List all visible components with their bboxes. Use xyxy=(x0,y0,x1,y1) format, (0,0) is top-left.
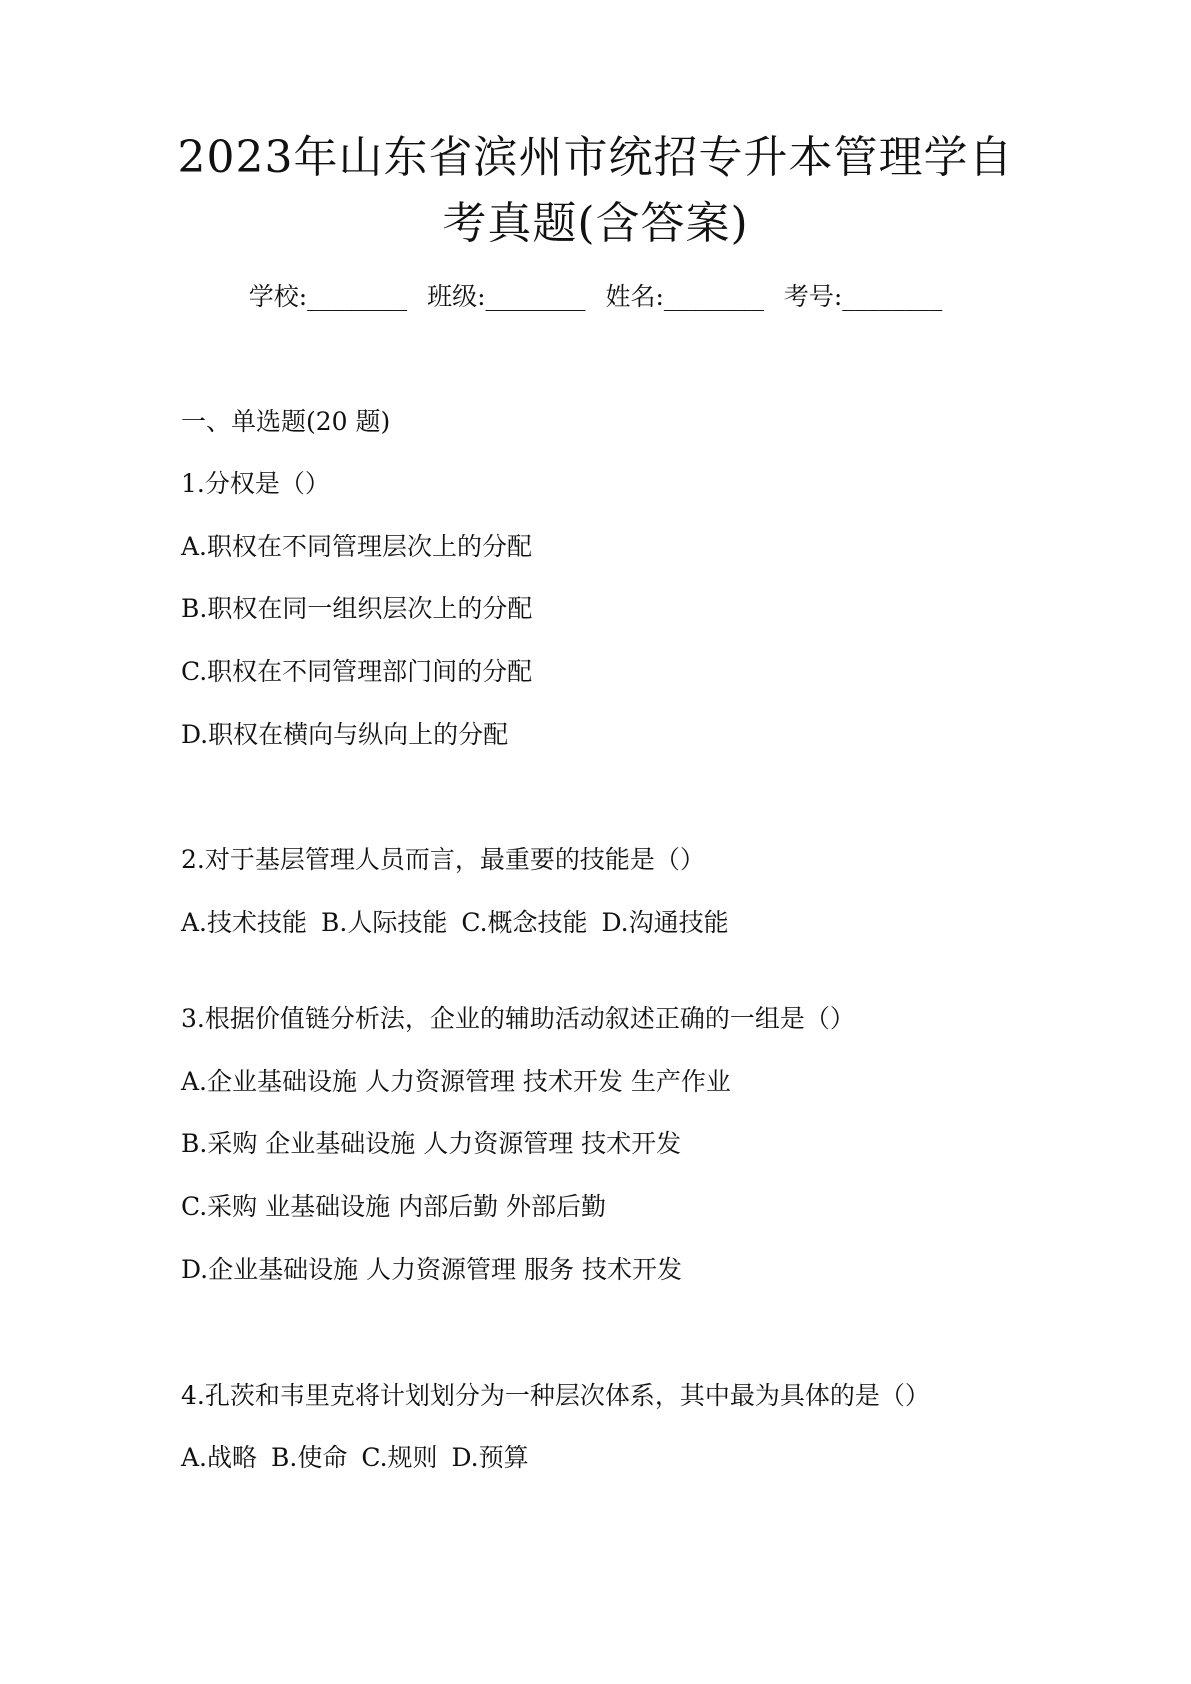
name-field: 姓名:________ xyxy=(605,282,764,311)
question-2-option-c: C.概念技能 xyxy=(461,908,588,937)
question-1-option-b: B.职权在同一组织层次上的分配 xyxy=(181,594,533,623)
question-2-stem: 2.对于基层管理人员而言，最重要的技能是（） xyxy=(181,845,705,874)
question-3-option-a: A.企业基础设施 人力资源管理 技术开发 生产作业 xyxy=(181,1067,731,1096)
exam-title-line-2: 考真题(含答案) xyxy=(442,198,749,249)
exam-title-line-1: 2023年山东省滨州市统招专升本管理学自 xyxy=(177,132,1014,183)
question-2-option-d: D.沟通技能 xyxy=(601,908,729,937)
question-2-option-b: B.人际技能 xyxy=(321,908,448,937)
question-2-option-a: A.技术技能 xyxy=(181,908,308,937)
class-field: 班级:________ xyxy=(427,282,586,311)
question-3-option-d: D.企业基础设施 人力资源管理 服务 技术开发 xyxy=(181,1255,682,1284)
question-1-option-d: D.职权在横向与纵向上的分配 xyxy=(181,720,509,749)
question-2-options xyxy=(181,906,729,940)
question-1-stem: 1.分权是（） xyxy=(181,469,330,498)
question-4-stem: 4.孔茨和韦里克将计划划分为一种层次体系，其中最为具体的是（） xyxy=(181,1381,930,1410)
question-1-option-c: C.职权在不同管理部门间的分配 xyxy=(181,657,533,686)
question-4-option-b: B.使命 xyxy=(271,1443,348,1472)
student-info-row xyxy=(0,280,1191,314)
school-field: 学校:________ xyxy=(248,282,408,311)
section-heading: 一、单选题(20 题) xyxy=(181,407,391,436)
question-3-option-c: C.采购 业基础设施 内部后勤 外部后勤 xyxy=(181,1192,607,1221)
question-4-option-a: A.战略 xyxy=(181,1443,258,1472)
question-4-options xyxy=(181,1441,529,1475)
question-3-stem: 3.根据价值链分析法，企业的辅助活动叙述正确的一组是（） xyxy=(181,1004,855,1033)
exam-number-field: 考号:________ xyxy=(783,282,943,311)
question-1-option-a: A.职权在不同管理层次上的分配 xyxy=(181,532,533,561)
question-4-option-d: D.预算 xyxy=(451,1443,529,1472)
question-4-option-c: C.规则 xyxy=(361,1443,438,1472)
question-3-option-b: B.采购 企业基础设施 人力资源管理 技术开发 xyxy=(181,1129,682,1158)
